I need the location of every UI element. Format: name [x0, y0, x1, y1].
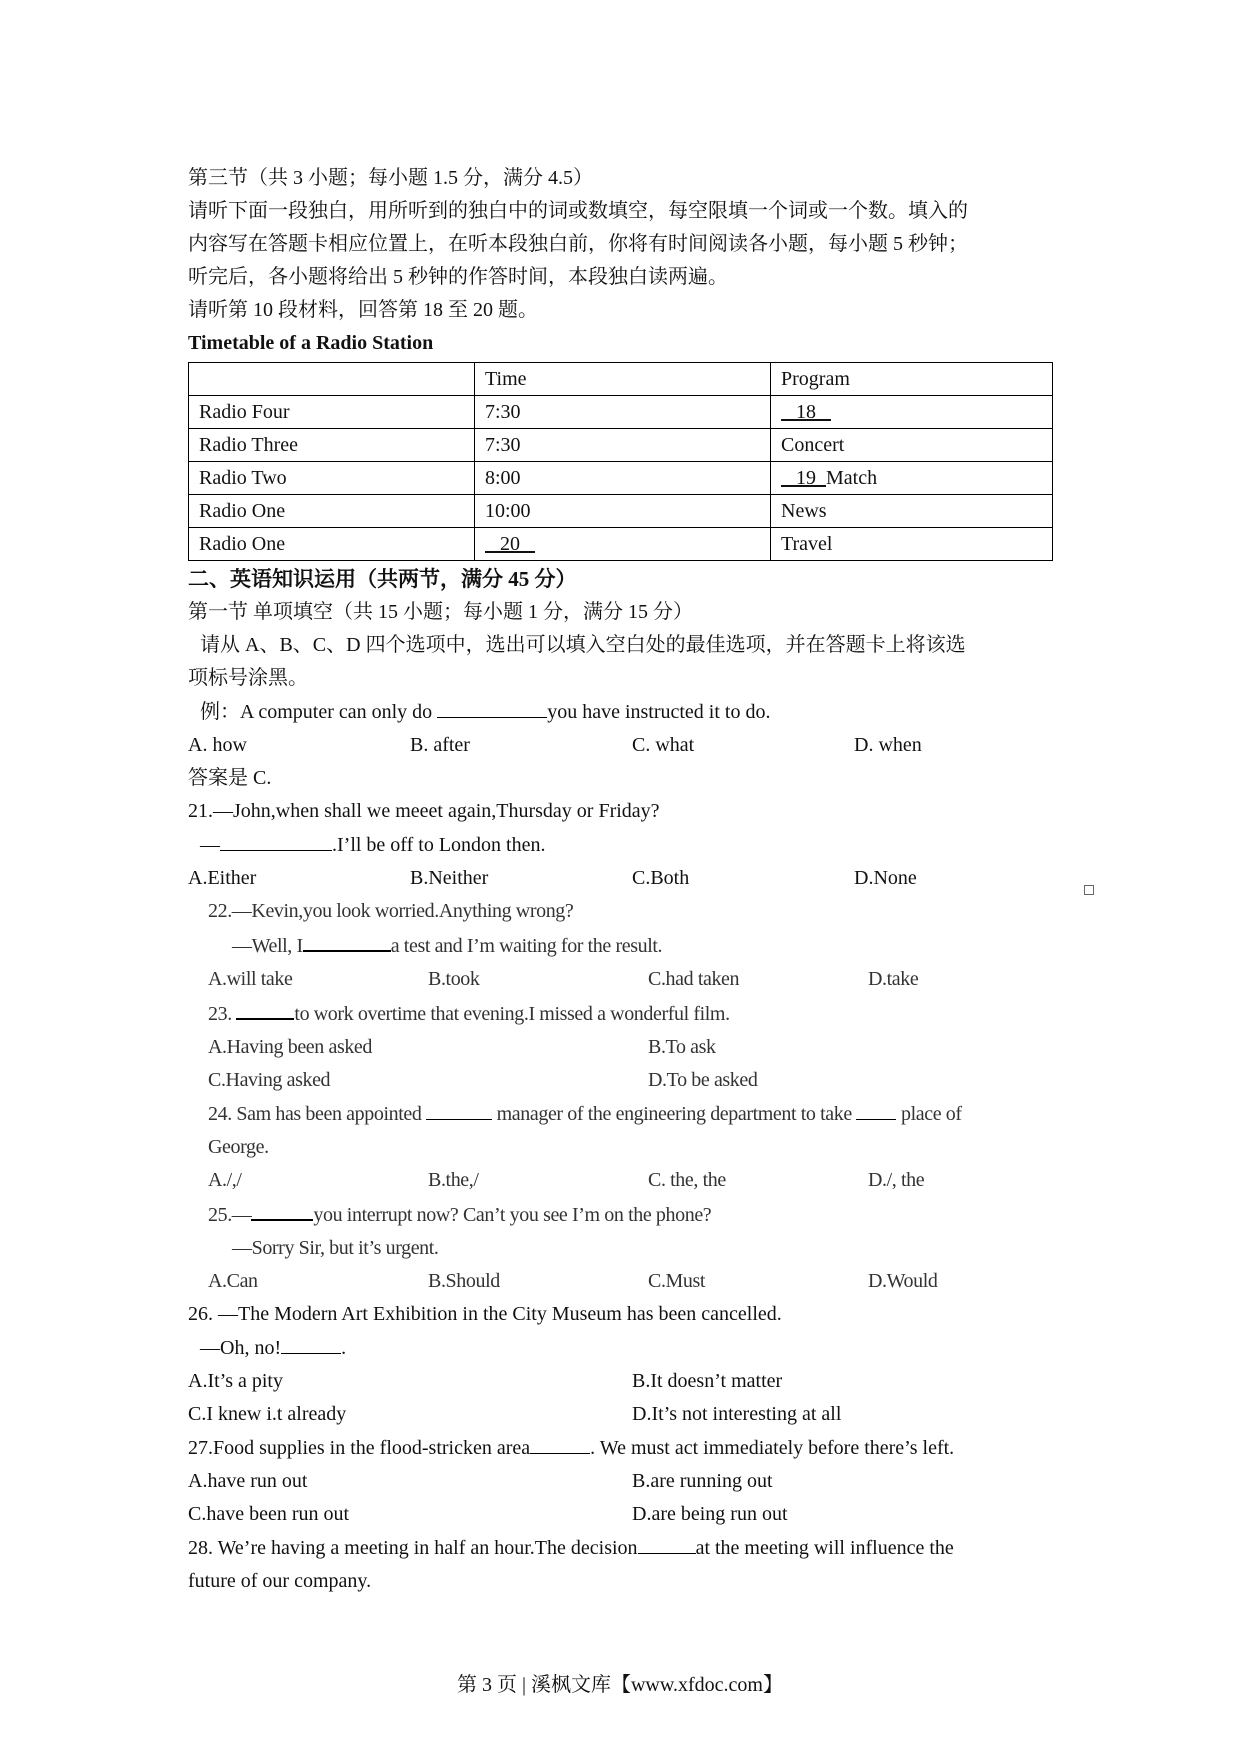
program-cell: Travel — [771, 528, 1053, 561]
option-b: B.are running out — [632, 1470, 773, 1492]
q26-options-row2 — [188, 1398, 1088, 1431]
q24-stem: 24. Sam has been appointed manager of the engineering department to take place of — [188, 1097, 1088, 1131]
option-a: A.Having been asked — [208, 1036, 373, 1058]
program-cell: Concert — [771, 429, 1053, 462]
program-cell: News — [771, 495, 1053, 528]
q23-stem: 23. to work overtime that evening.I missed a wonderful film. — [188, 996, 1088, 1031]
page-content — [188, 162, 1088, 1598]
time-cell: 7:30 — [475, 429, 771, 462]
timetable-row — [189, 429, 1053, 462]
option-d: D./, the — [868, 1169, 925, 1191]
time-cell: 10:00 — [475, 495, 771, 528]
q22-stem: 22.—Kevin,you look worried.Anything wrong? — [208, 900, 574, 922]
option-b: B.took — [428, 968, 480, 990]
option-c: C.Both — [632, 867, 690, 889]
program-cell — [771, 396, 1053, 429]
station-cell: Radio Three — [189, 429, 475, 462]
timetable-title: Timetable of a Radio Station — [188, 332, 434, 354]
q22-reply: —Well, I a test and I’m waiting for the result. — [188, 928, 1088, 963]
option-d: D.take — [868, 968, 919, 990]
part2-instruction-2: 项标号涂黑。 — [188, 667, 308, 689]
q23-options-row1 — [188, 1031, 1088, 1064]
option-d: D.are being run out — [632, 1503, 788, 1525]
option-b: B.the,/ — [428, 1169, 479, 1191]
part2-title: 二、英语知识运用（共两节，满分 45 分） — [188, 567, 577, 591]
answer-blank — [638, 1531, 696, 1554]
time-cell: 8:00 — [475, 462, 771, 495]
q27-stem: 27.Food supplies in the flood-stricken area . We must act immediately before there’s left. — [188, 1431, 1088, 1465]
option-c: C.I knew i.t already — [188, 1403, 347, 1425]
page-footer: 第 3 页 | 溪枫文库【www.xfdoc.com】 — [456, 1674, 783, 1696]
option-a: A.have run out — [188, 1470, 308, 1492]
q23-options-row2 — [188, 1064, 1088, 1097]
answer-blank — [426, 1097, 492, 1120]
time-cell — [475, 528, 771, 561]
option-a: A./,/ — [208, 1169, 242, 1191]
blank-19: 19 — [796, 466, 816, 489]
option-d: D.To be asked — [648, 1069, 758, 1091]
part2-section1-title: 第一节 单项填空（共 15 小题；每小题 1 分，满分 15 分） — [188, 601, 693, 623]
q27-options-row1 — [188, 1465, 1088, 1498]
option-c: C.have been run out — [188, 1503, 350, 1525]
section3-material: 请听第 10 段材料，回答第 18 至 20 题。 — [188, 299, 538, 321]
q27-options-row2 — [188, 1498, 1088, 1531]
timetable — [188, 362, 1053, 561]
q21-stem: 21.—John,when shall we meeet again,Thursday or Friday? — [188, 800, 660, 822]
q25-options — [188, 1265, 1088, 1298]
answer-blank — [856, 1097, 896, 1120]
option-a: A.Can — [208, 1270, 258, 1292]
answer-blank — [530, 1431, 590, 1454]
blank-20: 20 — [500, 532, 520, 555]
answer-blank — [303, 928, 391, 952]
section3-title: 第三节（共 3 小题；每小题 1.5 分，满分 4.5） — [188, 167, 593, 189]
option-a: A.It’s a pity — [188, 1370, 283, 1392]
station-cell: Radio One — [189, 528, 475, 561]
answer-blank — [220, 828, 332, 851]
answer-blank — [236, 996, 294, 1020]
answer-blank — [251, 1197, 313, 1221]
option-a: A.will take — [208, 968, 293, 990]
q28-stem: 28. We’re having a meeting in half an hour.The decision at the meeting will influence the — [188, 1531, 1088, 1565]
timetable-row — [189, 528, 1053, 561]
option-c: C. the, the — [648, 1169, 726, 1191]
q21-options — [188, 862, 1088, 895]
blank-18: 18 — [796, 400, 816, 423]
answer-blank — [281, 1331, 341, 1354]
scanned-question-block — [188, 895, 1088, 1298]
scan-artifact-square — [1084, 885, 1094, 895]
option-d: D. when — [854, 734, 922, 756]
part2-instruction-1: 请从 A、B、C、D 四个选项中，选出可以填入空白处的最佳选项，并在答题卡上将该选 — [200, 634, 966, 656]
station-cell: Radio Four — [189, 396, 475, 429]
option-c: C. what — [632, 734, 695, 756]
option-c: C.had taken — [648, 968, 740, 990]
option-b: B.Neither — [410, 867, 489, 889]
q22-options — [188, 963, 1088, 996]
q25-stem: 25.— you interrupt now? Can’t you see I’m on the phone? — [188, 1197, 1088, 1232]
q26-stem: 26. —The Modern Art Exhibition in the City Museum has been cancelled. — [188, 1303, 782, 1325]
option-b: B. after — [410, 734, 470, 756]
example-options — [188, 729, 1088, 762]
option-c: C.Must — [648, 1270, 706, 1292]
station-cell: Radio One — [189, 495, 475, 528]
q26-reply: —Oh, no! . — [188, 1331, 1088, 1365]
option-b: B.To ask — [648, 1036, 716, 1058]
section3-instruction-3: 听完后，各小题将给出 5 秒钟的作答时间，本段独白读两遍。 — [188, 266, 728, 288]
q24-options — [188, 1164, 1088, 1197]
example-stem: 例：A computer can only do you have instructed it to do. — [188, 695, 1088, 729]
section3-instruction-2: 内容写在答题卡相应位置上，在听本段独白前，你将有时间阅读各小题，每小题 5 秒钟； — [188, 233, 968, 255]
timetable-row — [189, 396, 1053, 429]
option-d: D.None — [854, 867, 917, 889]
option-a: A. how — [188, 734, 247, 756]
q21-reply: — .I’ll be off to London then. — [188, 828, 1088, 862]
header-cell-time: Time — [475, 363, 771, 396]
option-b: B.Should — [428, 1270, 500, 1292]
section3-instruction-1: 请听下面一段独白，用所听到的独白中的词或数填空，每空限填一个词或一个数。填入的 — [188, 200, 968, 222]
option-b: B.It doesn’t matter — [632, 1370, 783, 1392]
q24-stem-line2: George. — [208, 1136, 269, 1158]
timetable-row — [189, 495, 1053, 528]
timetable-row — [189, 462, 1053, 495]
option-c: C.Having asked — [208, 1069, 331, 1091]
time-cell: 7:30 — [475, 396, 771, 429]
program-cell: 19 Match — [771, 462, 1053, 495]
timetable-header-row — [189, 363, 1053, 396]
q25-reply: —Sorry Sir, but it’s urgent. — [232, 1237, 439, 1259]
answer-blank — [437, 695, 547, 718]
example-answer: 答案是 C. — [188, 767, 272, 789]
option-d: D.Would — [868, 1270, 938, 1292]
option-d: D.It’s not interesting at all — [632, 1403, 842, 1425]
station-cell: Radio Two — [189, 462, 475, 495]
option-a: A.Either — [188, 867, 257, 889]
q26-options-row1 — [188, 1365, 1088, 1398]
q28-stem-line2: future of our company. — [188, 1570, 372, 1592]
header-cell-program: Program — [771, 363, 1053, 396]
header-cell-station — [189, 363, 475, 396]
